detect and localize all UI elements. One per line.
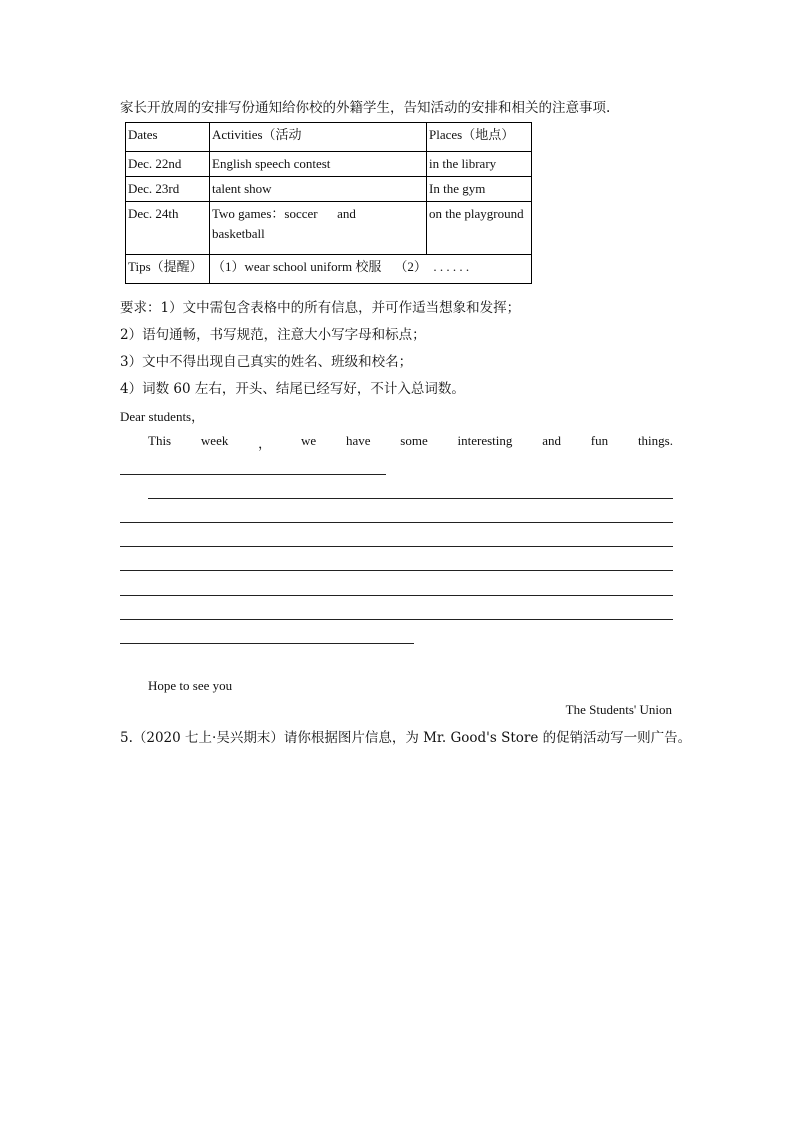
cell-place: in the library xyxy=(427,152,532,177)
writing-line xyxy=(120,522,673,523)
word: ， xyxy=(258,436,272,451)
letter-closing: Hope to see you xyxy=(148,678,233,693)
cell-activity-line1: Two games：soccer and xyxy=(212,206,356,221)
header-places: Places（地点） xyxy=(427,123,532,152)
table-header-row xyxy=(126,123,532,152)
table-row xyxy=(126,152,532,177)
cell-place: In the gym xyxy=(427,177,532,202)
word: week xyxy=(200,433,229,448)
requirement-4: 4）词数 60 左右，开头、结尾已经写好，不计入总词数。 xyxy=(120,381,465,397)
cell-activity: English speech contest xyxy=(210,152,427,177)
word: and xyxy=(542,433,561,448)
word: some xyxy=(400,433,428,448)
word: we xyxy=(300,433,317,448)
cell-activity xyxy=(210,202,427,255)
tips-label: Tips（提醒） xyxy=(126,255,210,284)
writing-line xyxy=(120,643,414,644)
word: This xyxy=(148,433,172,448)
writing-line xyxy=(148,498,673,499)
word: interesting xyxy=(457,433,513,448)
task-intro: 家长开放周的安排写份通知给你校的外籍学生，告知活动的安排和相关的注意事项. xyxy=(120,100,611,116)
header-dates: Dates xyxy=(126,123,210,152)
schedule-table xyxy=(125,122,532,284)
table-row xyxy=(126,202,532,255)
cell-date: Dec. 23rd xyxy=(126,177,210,202)
requirement-1: 要求：1）文中需包含表格中的所有信息，并可作适当想象和发挥； xyxy=(120,300,521,316)
cell-activity: talent show xyxy=(210,177,427,202)
greeting: Dear students， xyxy=(120,409,205,424)
writing-line xyxy=(120,474,386,475)
table-tips-row xyxy=(126,255,532,284)
requirement-2: 2）语句通畅，书写规范，注意大小写字母和标点； xyxy=(120,327,426,343)
cell-date: Dec. 24th xyxy=(126,202,210,255)
cell-activity-line2: basketball xyxy=(212,226,265,241)
cell-place: on the playground xyxy=(427,202,532,255)
table-row xyxy=(126,177,532,202)
word: fun xyxy=(590,433,609,448)
writing-line xyxy=(120,570,673,571)
requirement-3: 3）文中不得出现自己真实的姓名、班级和校名； xyxy=(120,354,413,370)
letter-signature: The Students' Union xyxy=(565,702,672,717)
writing-line xyxy=(120,595,673,596)
word: things. xyxy=(637,433,673,448)
word: have xyxy=(345,433,371,448)
header-activities: Activities（活动 xyxy=(210,123,427,152)
writing-line xyxy=(120,546,673,547)
tips-text: （1）wear school uniform 校服 （2） . . . . . . xyxy=(210,255,532,284)
cell-date: Dec. 22nd xyxy=(126,152,210,177)
question-5: 5.（2020 七上·吴兴期末）请你根据图片信息，为 Mr. Good's Store 的促销活动写一则广告。 xyxy=(120,730,692,746)
writing-line xyxy=(120,619,673,620)
letter-first-line xyxy=(148,433,673,452)
